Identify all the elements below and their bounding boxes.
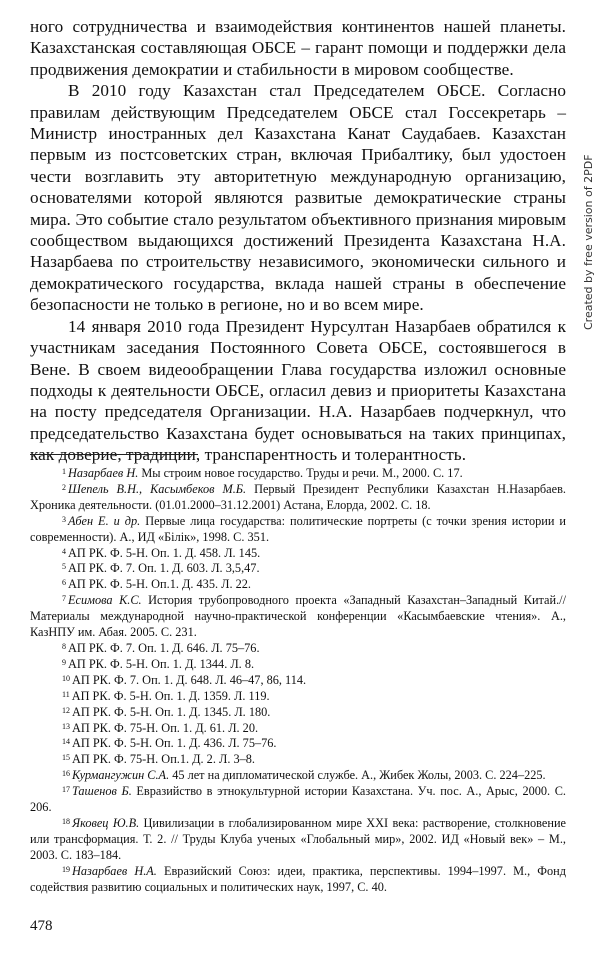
footnote-text: АП РК. Ф. 5-Н. Оп. 1. Д. 1345. Л. 180.	[72, 704, 271, 719]
footnote-text: Мы строим новое государство. Труды и речи. М., 2000. С. 17.	[138, 466, 463, 480]
footnote-text: АП РК. Ф. 75-Н. Оп. 1. Д. 61. Л. 20.	[72, 720, 259, 735]
footnote-text: Цивилизации в глобализированном мире XXI века: растворение, столкновение или трансформация. Т. 2. // Труды Клуба ученых «Глобальный мир», 2002. ИД «Новый век» – М., 2003. С. 183–184.	[30, 815, 566, 862]
footnote: $^{15}$ АП РК. Ф. 75-Н. Оп.1. Д. 2. Л. 3–8.	[62, 752, 255, 767]
footnote: $^6$ АП РК. Ф. 5-Н. Оп.1. Д. 435. Л. 22.	[62, 577, 251, 592]
footnote: $^{11}$ АП РК. Ф. 5-Н. Оп. 1. Д. 1359. Л. 119.	[62, 688, 270, 703]
footnote-text: Первый Президент Республики Казахстан Н.Назарбаев. Хроника деятельности. (01.01.2000–31.12.2001) Астана, Елорда, 2002. С. 18.	[30, 481, 566, 512]
footnote-text: Евразийский Союз: идеи, практика, перспективы. 1994–1997. М., Фонд содействия развитию социальных и политических наук, 1997, С. 40.	[30, 863, 566, 894]
footnote-text: 45 лет на дипломатической службе. А., Жибек Жолы, 2003. С. 224–225.	[169, 768, 546, 783]
footnote: $^{13}$ АП РК. Ф. 75-Н. Оп. 1. Д. 61. Л. 20.	[62, 720, 259, 735]
footnote: $^1$ Назарбаев Н. Мы строим новое государство. Труды и речи. М., 2000. С. 17.	[62, 466, 463, 480]
footnote-author: Яковец Ю.В.	[72, 815, 140, 830]
footnote: $^{14}$ АП РК. Ф. 5-Н. Оп. 1. Д. 436. Л. 75–76.	[62, 736, 277, 751]
footnote-author: Назарбаев Н.	[68, 466, 139, 480]
footnote: $^2$ Шепель В.Н., Касымбеков М.Б. Первый Президент Республики Казахстан Н.Назарбаев. Хроника деятельности. (01.01.2000–31.12.2001) Астана, Елорда, 2002. С. 18.	[30, 481, 566, 512]
footnote: $^{12}$ АП РК. Ф. 5-Н. Оп. 1. Д. 1345. Л. 180.	[62, 704, 271, 719]
footnote: $^{16}$ Курмангужин С.А. 45 лет на дипломатической службе. А., Жибек Жолы, 2003. С. 224–225.	[62, 768, 546, 783]
footnote-author: Шепель В.Н., Касымбеков М.Б.	[68, 481, 247, 496]
footnote: $^{18}$ Яковец Ю.В. Цивилизации в глобализированном мире XXI века: растворение, столкновение или трансформация. Т. 2. // Труды Клуба ученых «Глобальный мир», 2002. ИД «Новый век» – М., 2003. С. 183–184.	[30, 815, 566, 862]
paragraph-vienna-address: 14 января 2010 года Президент Нурсултан Назарбаев обратился к участникам заседания Постоянного Совета ОБСЕ, состоявшегося в Вене. В своем видеообращении Глава государства изложил основные подходы к деятельности ОБСЕ, огласил девиз и приоритеты Казахстана на посту председателя Организации. Н.А. Назарбаев подчеркнул, что председательство Казахстана будет основываться на таких принципах, как доверие, традиции, транспарентность и толерантность.	[30, 316, 566, 465]
footnote-author: Ташенов Б.	[72, 784, 132, 799]
footnote: $^{10}$ АП РК. Ф. 7. Оп. 1. Д. 648. Л. 46–47, 86, 114.	[62, 672, 307, 687]
footnote: $^{19}$ Назарбаев Н.А. Евразийский Союз: идеи, практика, перспективы. 1994–1997. М., Фонд содействия развитию социальных и политических наук, 1997, С. 40.	[30, 863, 566, 894]
paragraph-osce-chairmanship: В 2010 году Казахстан стал Председателем ОБСЕ. Согласно правилам действующим Председателем ОБСЕ стал Госсекретарь – Министр иностранных дел Казахстана Канат Саудабаев. Казахстан первым из постсоветских стран, включая Прибалтику, был удостоен чести возглавить эту авторитетную международную организацию, основателями которой являются развитые демократические страны мира. Это событие стало результатом объективного признания мировым сообществом выдающихся достижений Президента Казахстана Н.А. Назарбаева по строительству независимого, экономически сильного и демократического государства, вклада нашей страны в обеспечение безопасности не только в регионе, но и во всем мире.	[30, 81, 566, 315]
footnote-author: Курмангужин С.А.	[72, 768, 170, 783]
footnote-text: АП РК. Ф. 5-Н. Оп. 1. Д. 1359. Л. 119.	[71, 688, 270, 703]
footnote-author: Есимова К.С.	[68, 593, 142, 608]
footnote-text: Первые лица государства: политические портреты (с точки зрения истории и современности). А., ИД «Білік», 1998. С. 351.	[30, 513, 566, 544]
footnote: $^{17}$ Ташенов Б. Евразийство в этнокультурной истории Казахстана. Уч. пос. А., Арыс, 2000. С. 206.	[30, 784, 566, 815]
footnote-text: История трубопроводного проекта «Западный Казахстан–Западный Китай.//Материалы международной научно-практической конференции «Касымбаевские чтения». А., КазНПУ им. Абая. 2005. С. 231.	[30, 593, 566, 640]
footnote-text: АП РК. Ф. 5-Н. Оп. 1. Д. 458. Л. 145.	[68, 545, 261, 560]
footnote: $^7$ Есимова К.С. История трубопроводного проекта «Западный Казахстан–Западный Китай.//Материалы международной научно-практической конференции «Касымбаевские чтения». А., КазНПУ им. Абая. 2005. С. 231.	[30, 593, 566, 640]
footnote-divider	[30, 454, 198, 455]
footnote: $^5$ АП РК. Ф. 7. Оп. 1. Д. 603. Л. 3,5,47.	[62, 561, 260, 576]
footnote: $^9$ АП РК. Ф. 5-Н. Оп. 1. Д. 1344. Л. 8.	[62, 656, 255, 671]
footnote-text: Евразийство в этнокультурной истории Казахстана. Уч. пос. А., Арыс, 2000. С. 206.	[30, 784, 566, 815]
main-text	[30, 16, 566, 466]
paragraph-continuation: ного сотрудничества и взаимодействия континентов нашей планеты. Казахстанская составляющая ОБСЕ – гарант помощи и поддержки дела продвижения демократии и стабильности в мировом сообществе.	[30, 17, 566, 79]
footnote-text: АП РК. Ф. 75-Н. Оп.1. Д. 2. Л. 3–8.	[72, 752, 255, 767]
watermark-text: Created by free version of 2PDF	[582, 154, 595, 330]
footnote: $^4$ АП РК. Ф. 5-Н. Оп. 1. Д. 458. Л. 145.	[62, 545, 261, 560]
footnote-text: АП РК. Ф. 5-Н. Оп. 1. Д. 1344. Л. 8.	[68, 656, 255, 671]
footnote-text: АП РК. Ф. 5-Н. Оп.1. Д. 435. Л. 22.	[68, 577, 251, 592]
footnote-text: АП РК. Ф. 7. Оп. 1. Д. 603. Л. 3,5,47.	[68, 561, 260, 576]
footnote: $^8$ АП РК. Ф. 7. Оп. 1. Д. 646. Л. 75–76.	[62, 640, 260, 655]
footnote-author: Абен Е. и др.	[68, 513, 141, 528]
footnotes	[30, 466, 566, 895]
footnote: $^3$ Абен Е. и др. Первые лица государства: политические портреты (с точки зрения истории и современности). А., ИД «Білік», 1998. С. 351.	[30, 513, 566, 544]
footnote-text: АП РК. Ф. 5-Н. Оп. 1. Д. 436. Л. 75–76.	[72, 736, 277, 751]
page-number: 478	[30, 918, 53, 934]
footnote-author: Назарбаев Н.А.	[72, 863, 157, 878]
footnote-text: АП РК. Ф. 7. Оп. 1. Д. 646. Л. 75–76.	[68, 640, 260, 655]
footnote-text: АП РК. Ф. 7. Оп. 1. Д. 648. Л. 46–47, 86, 114.	[72, 672, 307, 687]
